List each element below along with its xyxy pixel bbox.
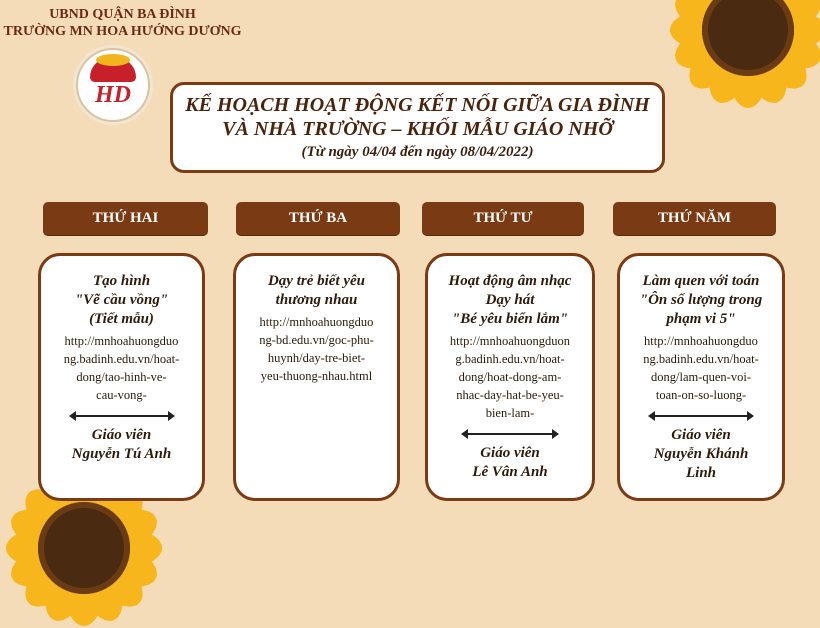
activity-title: Làm quen với toán "Ôn số lượng trong phạm vi 5" <box>639 273 763 327</box>
teacher-label: Giáo viên <box>671 427 731 443</box>
activity-title: Dạy trẻ biết yêu thương nhau <box>267 273 366 308</box>
day-header-thursday: THỨ NĂM <box>613 202 776 235</box>
school-logo-icon <box>76 48 150 122</box>
logo-monogram: HD <box>95 82 131 108</box>
day-header-wednesday: THỨ TƯ <box>422 202 584 235</box>
school-name: TRƯỜNG MN HOA HƯỚNG DƯƠNG <box>3 24 242 39</box>
school-header <box>0 6 245 40</box>
activity-link[interactable]: http://mnhoahuongduo ng.badinh.edu.vn/hoat- dong/tao-hinh-ve- cau-vong- <box>63 334 180 402</box>
activity-title: Hoạt động âm nhạc Dạy hát "Bé yêu biển lắm" <box>448 273 572 327</box>
district-name: UBND QUẬN BA ĐÌNH <box>49 7 196 22</box>
double-arrow-icon <box>461 429 559 439</box>
teacher-label: Giáo viên <box>480 445 540 461</box>
activity-link[interactable]: http://mnhoahuongduo ng-bd.edu.vn/goc-phu- huynh/day-tre-biet- yeu-thuong-nhau.html <box>259 315 374 383</box>
double-arrow-icon <box>648 411 754 421</box>
teacher-name: Nguyễn Khánh Linh <box>653 446 749 481</box>
plan-title-box <box>170 82 665 173</box>
teacher-label: Giáo viên <box>91 427 152 443</box>
date-range: (Từ ngày 04/04 đến ngày 08/04/2022) <box>301 144 534 160</box>
double-arrow-icon <box>69 411 175 421</box>
activity-link[interactable]: http://mnhoahuongduon g.badinh.edu.vn/hoat- dong/hoat-dong-am- nhac-day-hat-be-yeu- bien-lam- <box>449 334 571 420</box>
teacher-name: Nguyễn Tú Anh <box>71 446 172 462</box>
teacher-name: Lê Vân Anh <box>472 464 548 480</box>
activity-card-thursday <box>617 253 785 501</box>
day-header-tuesday: THỨ BA <box>236 202 400 235</box>
plan-title-line-2: VÀ NHÀ TRƯỜNG – KHỐI MẪU GIÁO NHỠ <box>222 118 613 140</box>
activity-title: Tạo hình "Vẽ cầu vồng" (Tiết mẫu) <box>74 273 169 327</box>
day-header-monday: THỨ HAI <box>43 202 208 235</box>
activity-link[interactable]: http://mnhoahuongduo ng.badinh.edu.vn/hoat- dong/lam-quen-voi- toan-on-so-luong- <box>643 334 759 402</box>
plan-title-line-1: KẾ HOẠCH HOẠT ĐỘNG KẾT NỐI GIỮA GIA ĐÌNH <box>185 94 650 116</box>
activity-card-wednesday <box>425 253 595 501</box>
activity-card-monday <box>38 253 205 501</box>
activity-card-tuesday <box>233 253 400 501</box>
